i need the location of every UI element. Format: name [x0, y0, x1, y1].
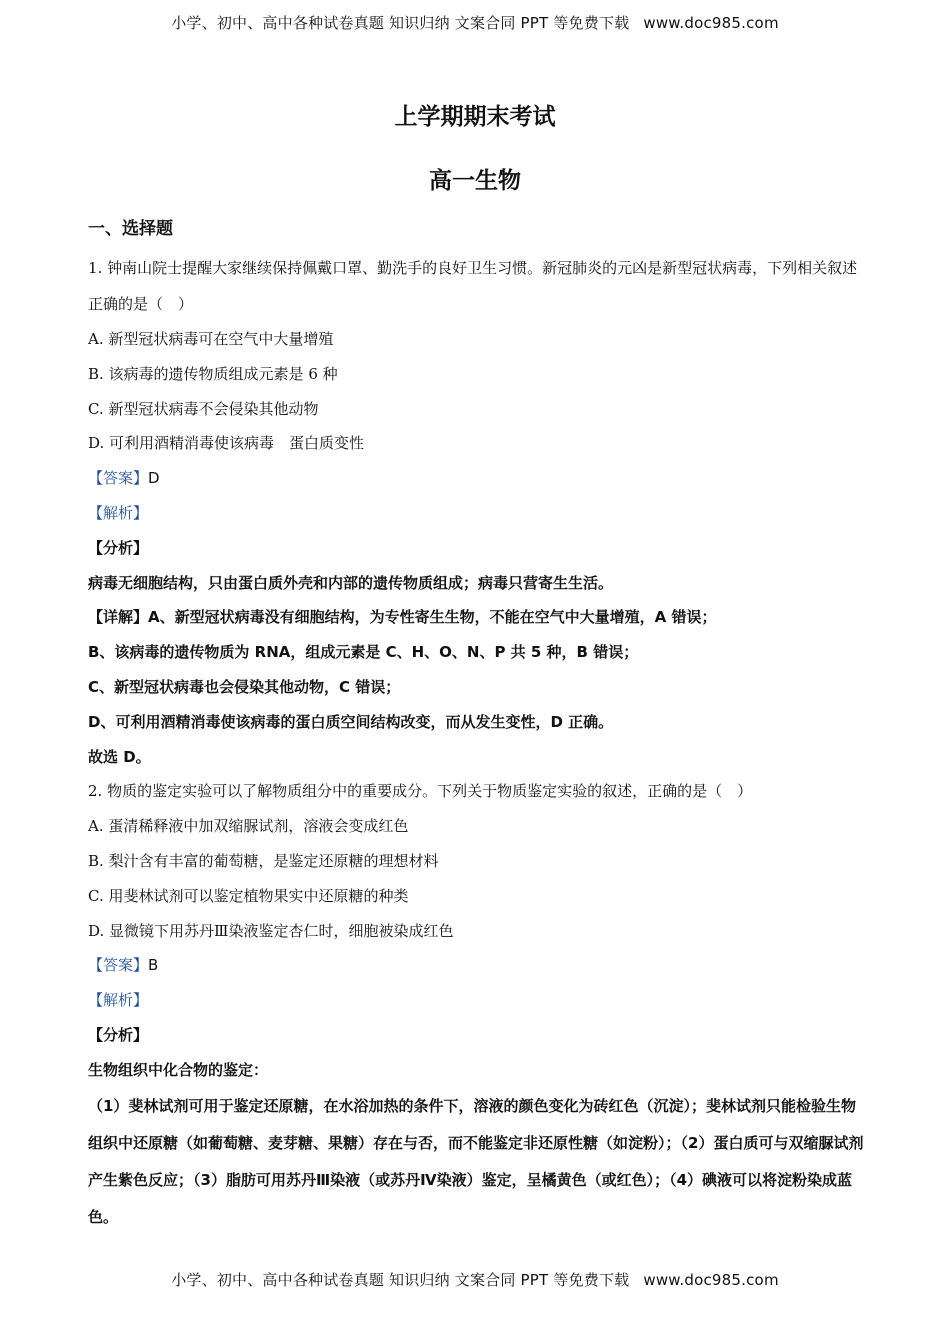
question-2-stem: 2. 物质的鉴定实验可以了解物质组分中的重要成分。下列关于物质鉴定实验的叙述，正确的是（ ）	[88, 782, 753, 801]
question-1-option-a: A. 新型冠状病毒可在空气中大量增殖	[88, 330, 334, 348]
question-1-answer	[88, 461, 868, 496]
question-1-option-c: C. 新型冠状病毒不会侵染其他动物	[88, 399, 319, 418]
banner-text: 小学、初中、高中各种试卷真题 知识归纳 文案合同 PPT 等免费下载	[171, 14, 630, 32]
banner-site-link[interactable]: www.doc985.com	[643, 1271, 779, 1289]
question-2-fenxi-tag: 【分析】	[88, 1025, 149, 1044]
question-2-option-b: B. 梨汁含有丰富的葡萄糖，是鉴定还原糖的理想材料	[88, 851, 439, 870]
question-1-fenxi: 病毒无细胞结构，只由蛋白质外壳和内部的遗传物质组成；病毒只营寄生生活。	[88, 573, 614, 592]
banner-site-link[interactable]: www.doc985.com	[643, 14, 779, 32]
document-body	[88, 214, 868, 1236]
question-2-analysis-tag: 【解析】	[88, 991, 149, 1010]
detail-tag: 【详解】	[88, 608, 149, 627]
answer-tag: 【答案】	[88, 469, 149, 488]
banner-text: 小学、初中、高中各种试卷真题 知识归纳 文案合同 PPT 等免费下载	[171, 1271, 630, 1289]
question-2-option-a: A. 蛋清稀释液中加双缩脲试剂，溶液会变成红色	[88, 817, 409, 836]
question-1-conclusion: 故选 D。	[88, 747, 151, 766]
question-1-detail-a	[88, 600, 868, 635]
question-1-analysis-tag: 【解析】	[88, 503, 149, 522]
question-1-fenxi-tag: 【分析】	[88, 538, 149, 557]
answer-value: B	[148, 956, 159, 975]
footer-banner	[0, 1269, 950, 1290]
question-1-detail-b: B、该病毒的遗传物质为 RNA，组成元素是 C、H、O、N、P 共 5 种，B 错误；	[88, 643, 639, 662]
question-2-answer	[88, 948, 868, 983]
question-1-stem: 1. 钟南山院士提醒大家继续保持佩戴口罩、勤洗手的良好卫生习惯。新冠肺炎的元凶是新型冠状病毒，下列相关叙述正确的是（ ）	[88, 259, 858, 313]
question-2-fenxi-body: （1）斐林试剂可用于鉴定还原糖，在水浴加热的条件下，溶液的颜色变化为砖红色（沉淀）；斐林试剂只能检验生物组织中还原糖（如葡萄糖、麦芽糖、果糖）存在与否，而不能鉴定非还原性糖（如淀粉）；（2）蛋白质可与双缩脲试剂产生紫色反应；（3）脂肪可用苏丹Ⅲ染液（或苏丹Ⅳ染液）鉴定，呈橘黄色（或红色）；（4）碘液可以将淀粉染成蓝色。	[88, 1096, 864, 1226]
question-2-fenxi-intro: 生物组织中化合物的鉴定：	[88, 1060, 269, 1079]
question-1-detail-c: C、新型冠状病毒也会侵染其他动物，C 错误；	[88, 677, 401, 696]
exam-subject: 高一生物	[429, 167, 521, 194]
question-2-option-d: D. 显微镜下用苏丹Ⅲ染液鉴定杏仁时，细胞被染成红色	[88, 921, 454, 940]
header-banner	[0, 12, 950, 33]
section-heading: 一、选择题	[88, 219, 173, 239]
question-2-option-c: C. 用斐林试剂可以鉴定植物果实中还原糖的种类	[88, 886, 409, 905]
exam-title: 上学期期末考试	[394, 103, 556, 130]
detail-text: A、新型冠状病毒没有细胞结构，为专性寄生生物，不能在空气中大量增殖，A 错误；	[148, 608, 717, 627]
question-1-option-b: B. 该病毒的遗传物质组成元素是 6 种	[88, 364, 338, 383]
question-1-detail-d: D、可利用酒精消毒使该病毒的蛋白质空间结构改变，而从发生变性，D 正确。	[88, 712, 614, 731]
question-1-option-d: D. 可利用酒精消毒使该病毒 蛋白质变性	[88, 434, 365, 453]
answer-value: D	[148, 469, 160, 488]
answer-tag: 【答案】	[88, 956, 149, 975]
